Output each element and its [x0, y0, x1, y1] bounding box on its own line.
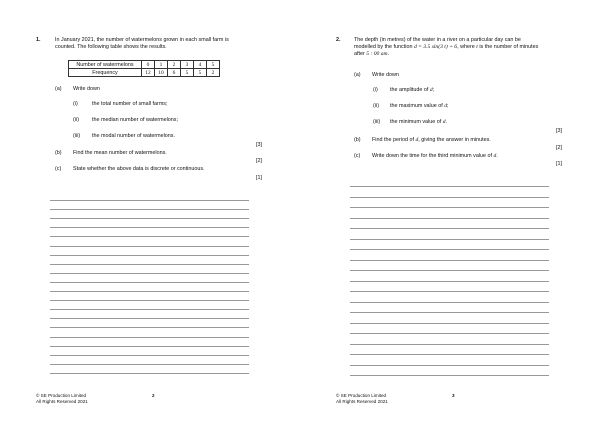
q1a-iii-text: the modal number of watermelons.	[92, 133, 175, 139]
answer-line[interactable]	[350, 302, 549, 303]
answer-line[interactable]	[350, 333, 549, 334]
q1a-ii-label: (ii)	[73, 117, 79, 123]
footer-line: All Rights Reserved 2021	[336, 399, 388, 404]
q2-intro-text: after	[354, 51, 365, 57]
q1-number: 1.	[36, 37, 41, 43]
answer-line[interactable]	[350, 218, 549, 219]
answer-line[interactable]	[350, 312, 549, 313]
q2-intro-text: , where	[457, 44, 475, 50]
answer-line[interactable]	[50, 255, 249, 256]
footer-line: © SE Production Limited	[36, 393, 87, 398]
q2b-label: (b)	[354, 137, 361, 143]
answer-line[interactable]	[50, 355, 249, 356]
footer-line: © SE Production Limited	[336, 393, 387, 398]
table-cell: 1	[155, 61, 168, 69]
table-header-frequency: Frequency	[69, 69, 142, 77]
answer-line[interactable]	[50, 373, 249, 374]
q2-intro-text: is the number of minutes	[479, 44, 539, 50]
footer-copyright	[36, 393, 88, 405]
q2-var-d: d	[493, 153, 497, 159]
answer-line[interactable]	[50, 209, 249, 210]
q1b-label: (b)	[55, 150, 62, 156]
footer-copyright	[336, 393, 388, 405]
q2c-words: Write down the time for the third minimum value of	[372, 153, 493, 159]
answer-line[interactable]	[350, 375, 549, 376]
q2-function: d = 3.5 sin(3 t) + 6	[413, 44, 458, 50]
answer-line[interactable]	[50, 264, 249, 265]
q2a-iii-text	[390, 119, 447, 126]
answer-line[interactable]	[350, 239, 549, 240]
table-cell: 12	[142, 69, 155, 77]
q2-intro-line2	[354, 44, 538, 51]
q2-intro-text: modelled by the function	[354, 44, 413, 50]
q2a-iii-end: .	[445, 119, 448, 125]
q2b-marks: [2]	[556, 145, 562, 151]
answer-line[interactable]	[50, 236, 249, 237]
q1c-marks: [1]	[256, 175, 262, 181]
answer-line[interactable]	[50, 200, 249, 201]
page-number: 2	[152, 393, 155, 398]
answer-line[interactable]	[350, 281, 549, 282]
answer-line[interactable]	[50, 291, 249, 292]
right-page	[300, 0, 600, 424]
answer-line[interactable]	[350, 186, 549, 187]
answer-line[interactable]	[50, 309, 249, 310]
answer-line[interactable]	[350, 197, 549, 198]
q1a-label: (a)	[55, 86, 62, 92]
q2a-i-end: ;	[432, 87, 435, 93]
q2-intro-text: .	[387, 51, 390, 57]
q2a-ii-text	[390, 103, 449, 110]
q2-var-t: t	[476, 44, 478, 50]
table-cell: 5	[207, 61, 220, 69]
table-cell: 5	[181, 69, 194, 77]
table-row	[69, 61, 220, 69]
answer-line[interactable]	[350, 323, 549, 324]
answer-line[interactable]	[350, 344, 549, 345]
answer-line[interactable]	[50, 327, 249, 328]
answer-line[interactable]	[50, 246, 249, 247]
table-cell: 3	[181, 61, 194, 69]
page-number: 3	[452, 393, 455, 398]
answer-line[interactable]	[350, 207, 549, 208]
answer-line[interactable]	[50, 227, 249, 228]
table-cell: 2	[207, 69, 220, 77]
table-cell: 6	[168, 69, 181, 77]
q2-intro-line3	[354, 51, 389, 58]
q2a-iii-label: (iii)	[373, 119, 381, 125]
answer-line[interactable]	[50, 364, 249, 365]
answer-line[interactable]	[350, 249, 549, 250]
table-row	[69, 69, 220, 77]
answer-line[interactable]	[50, 218, 249, 219]
q2b-words: Find the period of	[372, 137, 414, 143]
table-cell: 10	[155, 69, 168, 77]
answer-line[interactable]	[350, 260, 549, 261]
table-cell: 2	[168, 61, 181, 69]
table-cell: 4	[194, 61, 207, 69]
q2a-i-label: (i)	[373, 87, 378, 93]
q2b-text	[372, 137, 491, 144]
footer-line: All Rights Reserved 2021	[36, 399, 88, 404]
q1b-text: Find the mean number of watermelons.	[73, 150, 167, 156]
q2a-marks: [3]	[556, 128, 562, 134]
answer-line[interactable]	[50, 346, 249, 347]
q2a-i-words: the amplitude of	[390, 87, 429, 93]
q2a-i-text	[390, 87, 434, 94]
table-cell: 0	[142, 61, 155, 69]
answer-line[interactable]	[350, 354, 549, 355]
answer-line[interactable]	[350, 365, 549, 366]
q2-var-d: d	[444, 103, 448, 109]
q2-var-d: d	[442, 119, 446, 125]
answer-line[interactable]	[50, 282, 249, 283]
q1-intro-line1: In January 2021, the number of watermelons grown in each small farm is	[55, 37, 229, 43]
q2c-text	[372, 153, 498, 160]
answer-line[interactable]	[350, 291, 549, 292]
q2c-end: .	[496, 153, 498, 159]
answer-line[interactable]	[350, 270, 549, 271]
q2a-text: Write down	[372, 72, 399, 78]
q1a-i-text: the total number of small farms;	[92, 101, 168, 107]
q1b-marks: [2]	[256, 158, 262, 164]
table-header-values: Number of watermelons	[69, 61, 142, 69]
q1c-label: (c)	[55, 166, 62, 172]
q1a-iii-label: (iii)	[73, 133, 81, 139]
q2a-label: (a)	[354, 72, 361, 78]
q2a-iii-words: the minimum value of	[390, 119, 442, 125]
answer-line[interactable]	[50, 337, 249, 338]
q1a-text: Write down	[73, 86, 100, 92]
answer-lines[interactable]	[50, 200, 249, 380]
q2-time: 5 : 00 am	[366, 51, 388, 57]
answer-line[interactable]	[50, 300, 249, 301]
q1c-text: State whether the above data is discrete or continuous.	[73, 166, 205, 172]
q2c-label: (c)	[354, 153, 361, 159]
q2c-marks: [1]	[556, 161, 562, 167]
q1a-marks: [3]	[256, 142, 262, 148]
q1a-ii-text: the median number of watermelons;	[92, 117, 178, 123]
q2b-words-end: , giving the answer in minutes.	[418, 137, 491, 143]
q2-intro-line1: The depth (in metres) of the water in a river on a particular day can be	[354, 37, 521, 43]
q2-number: 2.	[336, 37, 341, 43]
q2a-ii-end: ;	[447, 103, 449, 109]
q1a-i-label: (i)	[73, 101, 78, 107]
table-cell: 5	[194, 69, 207, 77]
answer-line[interactable]	[350, 228, 549, 229]
frequency-table	[68, 60, 220, 77]
q2-var-d: d	[429, 87, 433, 93]
answer-lines[interactable]	[350, 186, 549, 386]
q2a-ii-words: the maximum value of	[390, 103, 443, 109]
q2-var-d: d	[415, 137, 419, 143]
answer-line[interactable]	[50, 273, 249, 274]
answer-line[interactable]	[50, 318, 249, 319]
q2a-ii-label: (ii)	[373, 103, 379, 109]
q1-intro-line2: counted. The following table shows the results.	[55, 44, 167, 50]
